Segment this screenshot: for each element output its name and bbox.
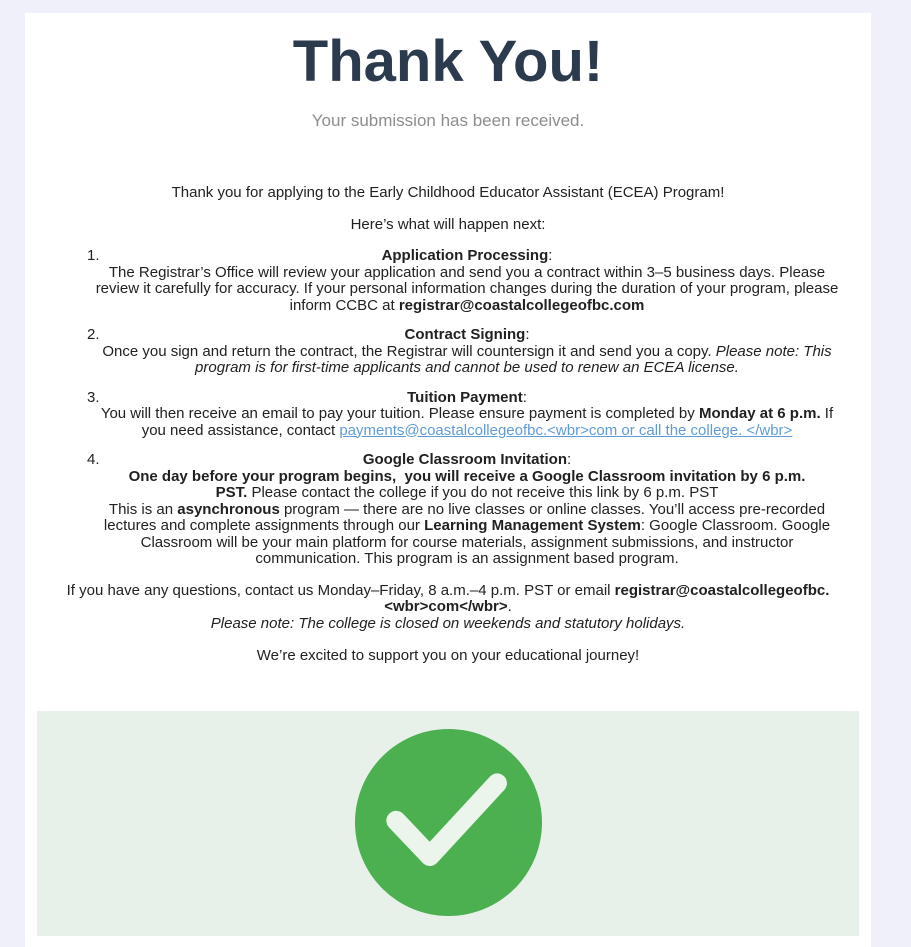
success-check-icon	[355, 729, 542, 916]
text-segment: :	[567, 451, 572, 468]
content-card	[25, 13, 871, 947]
text-segment: : Google Classroom. Google Classroom will be your main platform for course materials, assignment submissions, and instructor communication. This program is an assignment based program.	[140, 517, 831, 567]
contact-paragraph	[25, 583, 871, 633]
submission-subtitle: Your submission has been received.	[311, 111, 585, 130]
text-segment: :	[522, 388, 527, 406]
step-number: 3.	[87, 388, 100, 406]
text-segment: Please note: This program is for first-time applicants and cannot be used to renew an ECEA license.	[195, 342, 832, 376]
step-body	[91, 344, 843, 377]
farewell-paragraph: We’re excited to support you on your educational journey!	[256, 647, 640, 664]
step-number: 1.	[87, 247, 100, 264]
text-segment: Monday at 6 p.m.	[698, 405, 821, 422]
text-segment: Once you sign and return the contract, the Registrar will countersign it and send you a copy.	[102, 342, 716, 360]
step-item-tuition-payment	[87, 388, 843, 440]
text-segment: If you have any questions, contact us Monday–Friday, 8 a.m.–4 p.m. PST or email	[66, 581, 615, 599]
text-segment: program — there are no live classes or online classes. You’ll access pre-recorded lectures and complete assignments through our	[103, 500, 826, 534]
text-segment: Application Processing	[381, 247, 549, 264]
text-segment: asynchronous	[177, 500, 280, 518]
steps-list	[87, 247, 843, 568]
payments-email-link[interactable]: payments@coastalcollegeofbc.<wbr>com or call the college. </wbr>	[339, 421, 793, 439]
text-segment: You will then receive an email to pay your tuition. Please ensure payment is completed by	[100, 405, 699, 422]
text-segment: :	[548, 247, 553, 264]
intro-paragraph: Thank you for applying to the Early Childhood Educator Assistant (ECEA) Program!	[171, 184, 725, 201]
text-segment: If you need assistance, contact	[141, 405, 834, 439]
text-segment: Please contact the college if you do not receive this link by 6 p.m. PST	[247, 484, 719, 501]
step-heading	[91, 248, 843, 265]
text-segment: registrar@coastalcollegeofbc.	[614, 581, 830, 599]
confirmation-image-panel	[37, 711, 859, 936]
text-segment: PST.	[215, 484, 248, 501]
step-body	[91, 469, 843, 568]
step-item-google-classroom-invitation	[87, 451, 843, 568]
next-steps-lead: Here’s what will happen next:	[350, 215, 546, 233]
text-segment: The Registrar’s Office will review your application and send you a contract within 3–5 business days. Please review it carefully for accuracy. If your personal information changes during the duration of your program, please inform CCBC at	[95, 263, 839, 314]
text-segment: Tuition Payment	[407, 388, 523, 406]
step-number: 4.	[87, 451, 100, 468]
text-segment: Google Classroom Invitation	[362, 451, 568, 468]
text-segment: registrar@coastalcollegeofbc.com	[398, 296, 645, 314]
text-segment: Learning Management System	[424, 517, 641, 534]
text-segment: .	[507, 598, 512, 615]
step-heading	[91, 327, 843, 344]
step-heading	[91, 452, 843, 469]
text-segment: Please note: The college is closed on weekends and statutory holidays.	[210, 614, 686, 632]
text-segment: Contract Signing	[404, 326, 526, 343]
text-segment: This is an	[108, 500, 178, 518]
step-item-application-processing	[87, 247, 843, 314]
step-heading	[91, 390, 843, 407]
step-body	[91, 406, 843, 439]
confirmation-message	[25, 185, 871, 665]
text-segment: :	[525, 326, 530, 343]
step-number: 2.	[87, 326, 100, 343]
step-item-contract-signing	[87, 326, 843, 377]
text-segment: One day before your program begins, you will receive a Google Classroom invitation by 6 p.m.	[128, 467, 806, 485]
text-segment: <wbr>com</wbr>	[384, 598, 508, 615]
page-title: Thank You!	[292, 29, 604, 94]
step-body	[91, 265, 843, 315]
